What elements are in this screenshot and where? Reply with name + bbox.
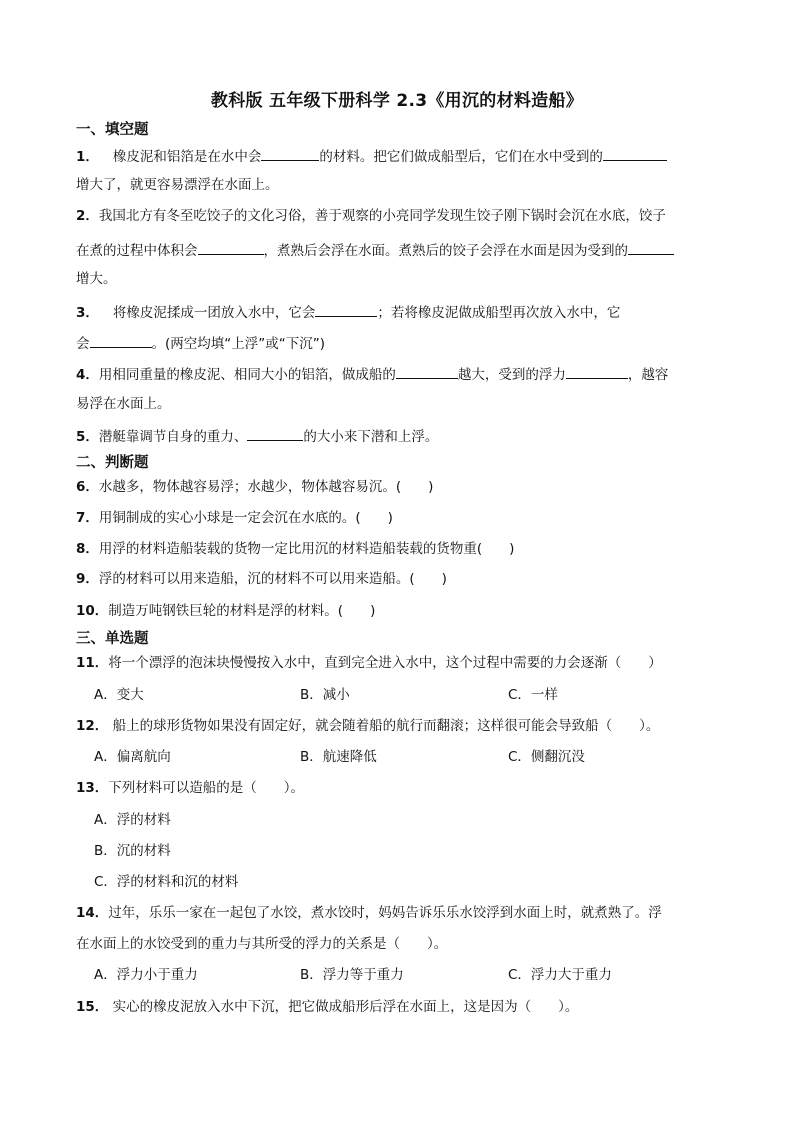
- answer-blank[interactable]: [566, 364, 628, 379]
- question-2-line-3: 增大。: [76, 271, 117, 287]
- question-number: 4．: [76, 367, 99, 383]
- section-heading-single-choice: 三、单选题: [76, 631, 149, 647]
- question-9: 9．浮的材料可以用来造船，沉的材料不可以用来造船。( ): [76, 571, 447, 587]
- question-14-line-1: 14．过年，乐乐一家在一起包了水饺，煮水饺时，妈妈告诉乐乐水饺浮到水面上时，就煮熟了。浮: [76, 905, 662, 921]
- option-c[interactable]: C．浮力大于重力: [508, 967, 612, 983]
- question-3-line-1: 3． 将橡皮泥揉成一团放入水中，它会 ；若将橡皮泥做成船型再次放入水中，它: [76, 302, 620, 322]
- answer-blank[interactable]: [315, 302, 377, 317]
- question-2-line-1: 2．我国北方有冬至吃饺子的文化习俗，善于观察的小亮同学发现生饺子刚下锅时会沉在水底，饺子: [76, 208, 666, 224]
- question-number: 14．: [76, 905, 109, 921]
- answer-blank[interactable]: [198, 240, 264, 255]
- option-b[interactable]: B．航速降低: [300, 749, 377, 765]
- option-a[interactable]: A．浮力小于重力: [94, 967, 198, 983]
- question-12: 12． 船上的球形货物如果没有固定好，就会随着船的航行而翻滚；这样很可能会导致船（ ）。: [76, 718, 660, 734]
- question-number: 10．: [76, 603, 109, 619]
- option-c[interactable]: C．一样: [508, 687, 558, 703]
- question-number: 11．: [76, 655, 109, 671]
- answer-blank[interactable]: [247, 426, 303, 441]
- question-number: 6．: [76, 479, 99, 495]
- answer-blank[interactable]: [396, 364, 458, 379]
- question-13: 13．下列材料可以造船的是（ ）。: [76, 780, 305, 796]
- option-c[interactable]: C．浮的材料和沉的材料: [94, 874, 239, 890]
- question-3-line-2: 会 。(两空均填“上浮”或“下沉”): [76, 333, 325, 353]
- option-c[interactable]: C．侧翻沉没: [508, 749, 585, 765]
- answer-blank[interactable]: [628, 240, 674, 255]
- section-heading-true-false: 二、判断题: [76, 455, 149, 471]
- option-a[interactable]: A．变大: [94, 687, 144, 703]
- question-number: 13．: [76, 780, 109, 796]
- answer-blank[interactable]: [261, 146, 319, 161]
- answer-blank[interactable]: [90, 333, 152, 348]
- question-8: 8．用浮的材料造船装载的货物一定比用沉的材料造船装载的货物重( ): [76, 541, 515, 557]
- question-1-line-2: 增大了，就更容易漂浮在水面上。: [76, 177, 279, 193]
- question-number: 12．: [76, 718, 109, 734]
- question-10: 10．制造万吨钢铁巨轮的材料是浮的材料。( ): [76, 603, 376, 619]
- question-14-line-2: 在水面上的水饺受到的重力与其所受的浮力的关系是（ ）。: [76, 936, 448, 952]
- question-4-line-1: 4．用相同重量的橡皮泥、相同大小的铝箔，做成船的 越大，受到的浮力 ，越容: [76, 364, 668, 384]
- question-number: 1．: [76, 149, 99, 165]
- question-number: 2．: [76, 208, 99, 224]
- section-heading-fill-blank: 一、填空题: [76, 122, 149, 138]
- question-number: 7．: [76, 510, 99, 526]
- question-11: 11．将一个漂浮的泡沫块慢慢按入水中，直到完全进入水中，这个过程中需要的力会逐渐（ ）: [76, 655, 662, 671]
- question-5-line-1: 5．潜艇靠调节自身的重力、 的大小来下潜和上浮。: [76, 426, 438, 446]
- question-7: 7．用铜制成的实心小球是一定会沉在水底的。( ): [76, 510, 393, 526]
- option-b[interactable]: B．沉的材料: [94, 843, 171, 859]
- question-15: 15． 实心的橡皮泥放入水中下沉，把它做成船形后浮在水面上，这是因为（ ）。: [76, 999, 579, 1015]
- question-1-line-1: 1． 橡皮泥和铝箔是在水中会 的材料。把它们做成船型后，它们在水中受到的: [76, 146, 667, 166]
- question-number: 3．: [76, 305, 99, 321]
- option-a[interactable]: A．偏离航向: [94, 749, 171, 765]
- question-6: 6．水越多，物体越容易浮；水越少，物体越容易沉。( ): [76, 479, 434, 495]
- question-number: 5．: [76, 429, 99, 445]
- question-number: 8．: [76, 541, 99, 557]
- question-4-line-2: 易浮在水面上。: [76, 396, 171, 412]
- question-2-line-2: 在煮的过程中体积会 ，煮熟后会浮在水面。煮熟后的饺子会浮在水面是因为受到的: [76, 240, 674, 260]
- question-number: 9．: [76, 571, 99, 587]
- question-number: 15．: [76, 999, 109, 1015]
- option-b[interactable]: B．浮力等于重力: [300, 967, 404, 983]
- answer-blank[interactable]: [603, 146, 667, 161]
- option-b[interactable]: B．减小: [300, 687, 350, 703]
- page-title: 教科版 五年级下册科学 2.3《用沉的材料造船》: [210, 91, 584, 111]
- option-a[interactable]: A．浮的材料: [94, 812, 171, 828]
